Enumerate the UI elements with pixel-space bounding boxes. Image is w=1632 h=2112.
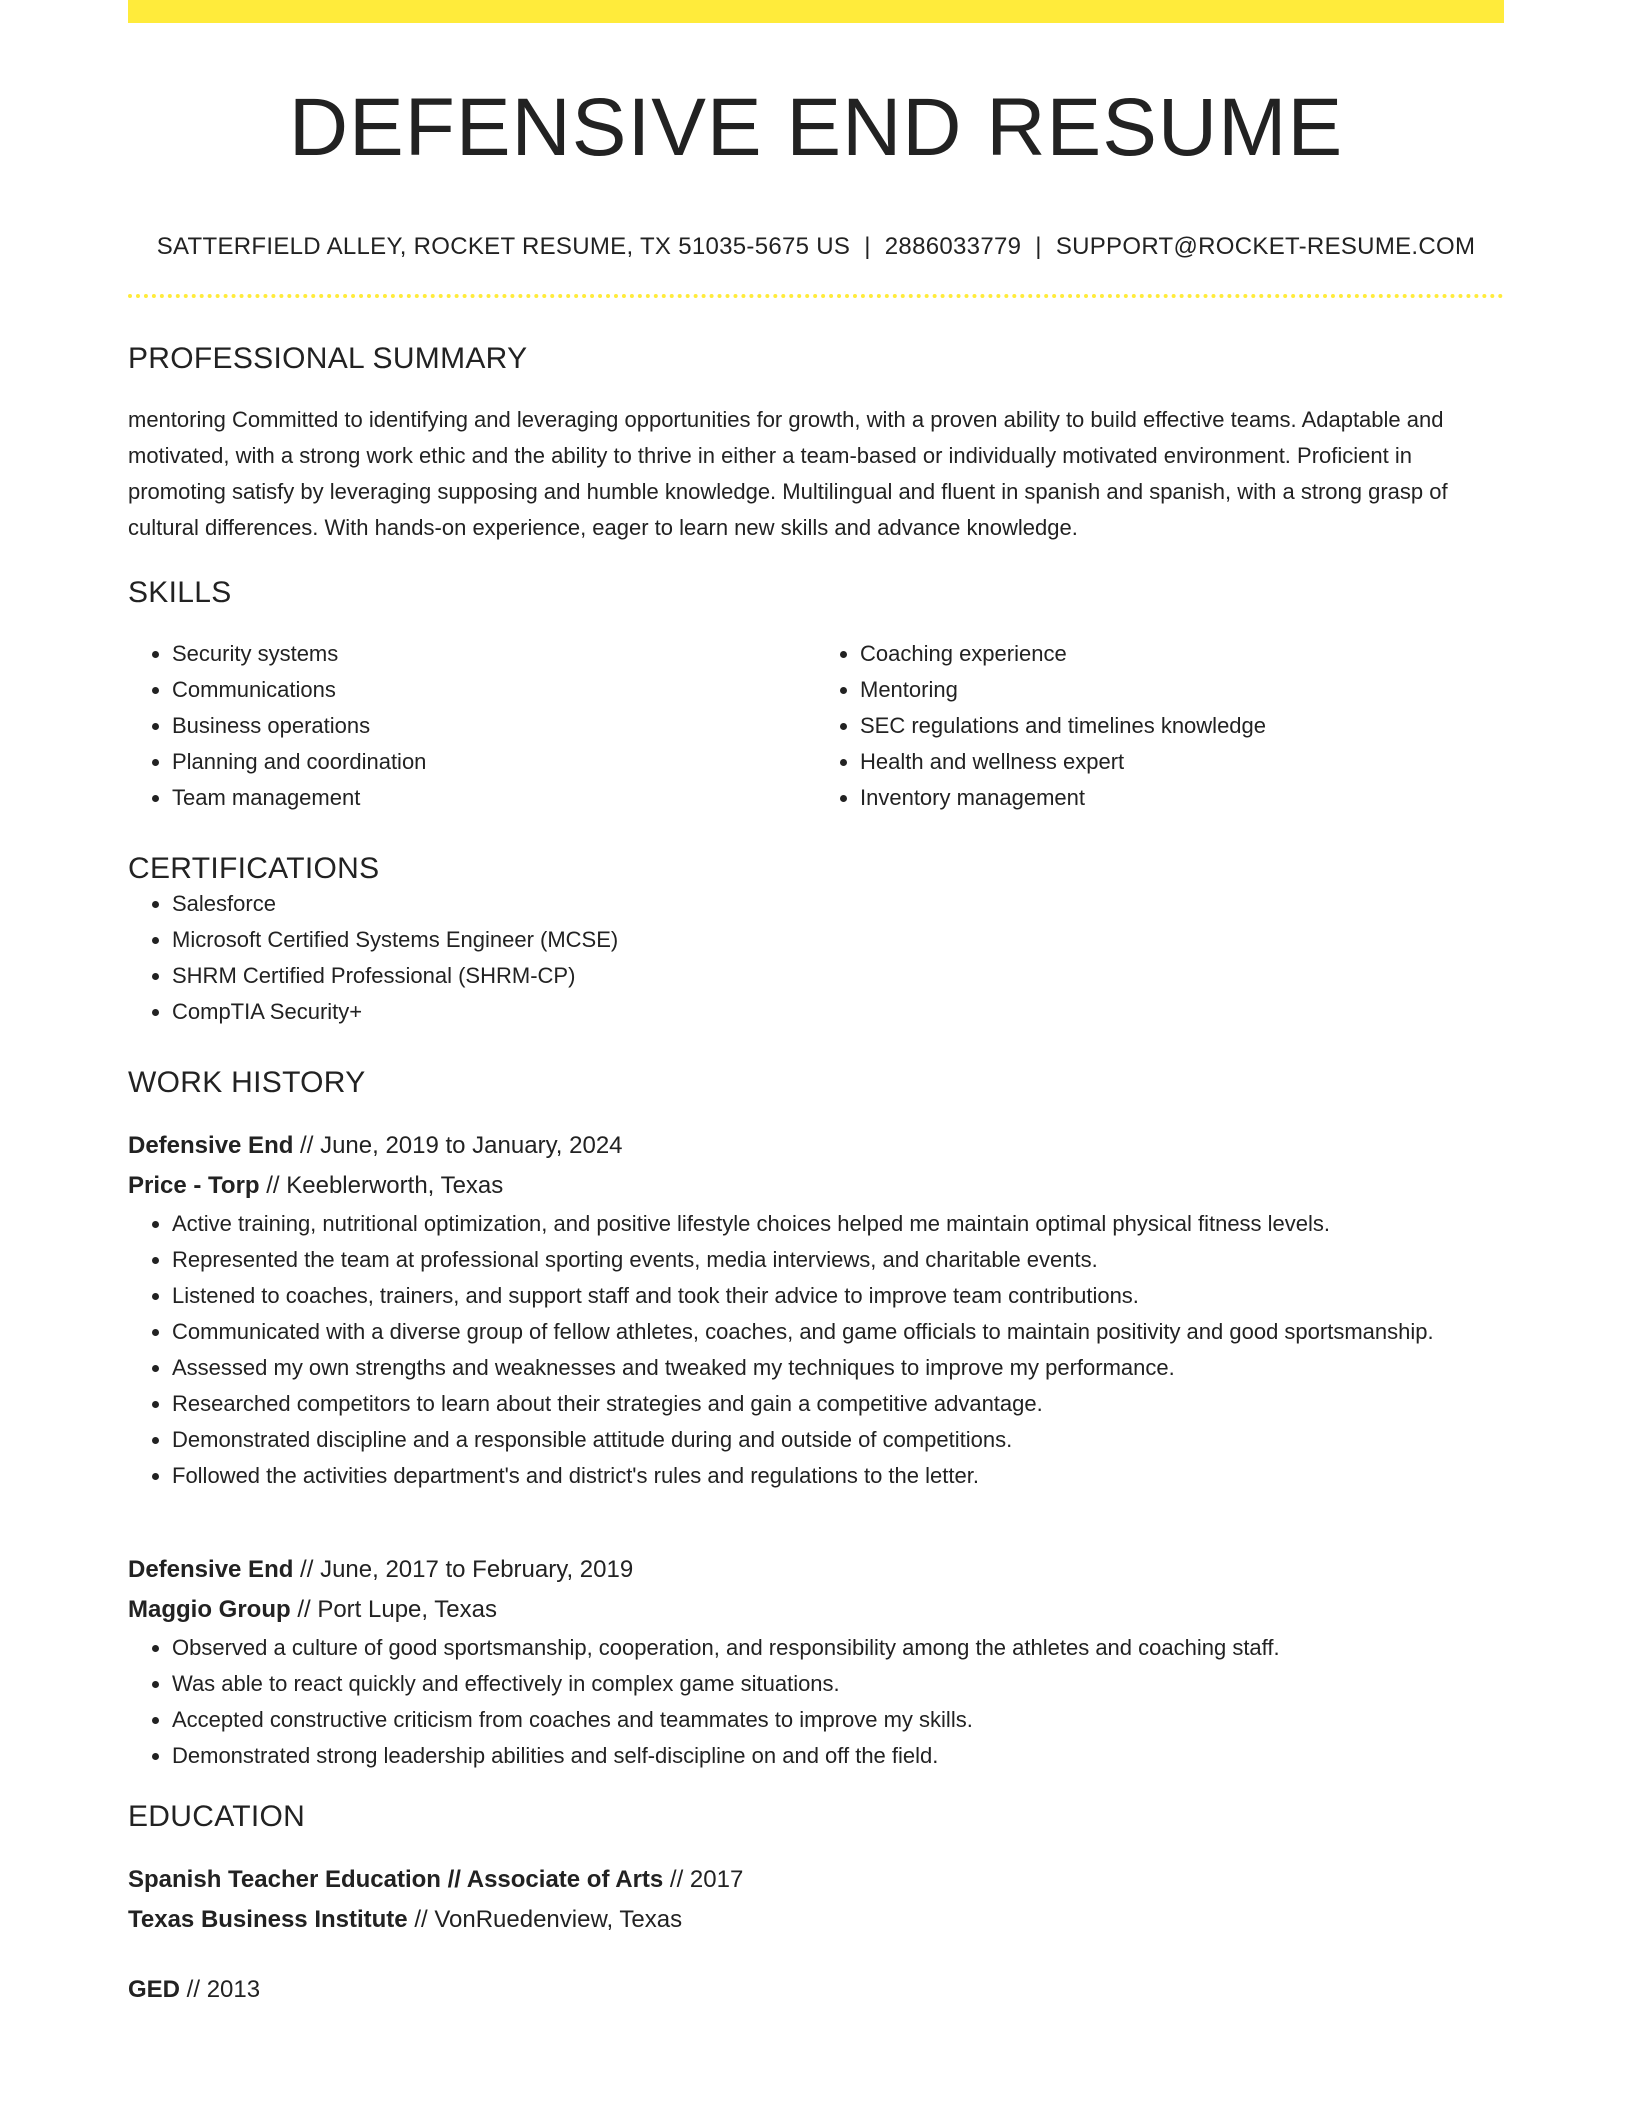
job-title-line bbox=[128, 1126, 1504, 1166]
skill-item: • Security systems bbox=[172, 636, 816, 672]
job-title-line bbox=[128, 1550, 1504, 1590]
skill-item: • Health and wellness expert bbox=[860, 744, 1504, 780]
contact-email: SUPPORT@ROCKET-RESUME.COM bbox=[1055, 233, 1476, 261]
job-dates: // June, 2017 to February, 2019 bbox=[293, 1556, 634, 1584]
education-year: // 2013 bbox=[180, 1976, 261, 2004]
job-duty-item: • Active training, nutritional optimization, and positive lifestyle choices helped me maintain optimal physical fitness levels. bbox=[172, 1206, 1504, 1242]
job-company: Price - Torp bbox=[128, 1172, 260, 1200]
job-location: // Port Lupe, Texas bbox=[290, 1596, 497, 1624]
work-history-heading: WORK HISTORY bbox=[128, 1066, 366, 1100]
education-school-line bbox=[128, 1900, 1504, 1940]
skill-item: • Communications bbox=[172, 672, 816, 708]
education-school: Texas Business Institute bbox=[128, 1906, 408, 1934]
certification-item: • SHRM Certified Professional (SHRM-CP) bbox=[172, 958, 1504, 994]
job-company-line bbox=[128, 1590, 1504, 1630]
education-degree-line bbox=[128, 1860, 1504, 1900]
skill-item: • Team management bbox=[172, 780, 816, 816]
job-duty-item: • Communicated with a diverse group of fellow athletes, coaches, and game officials to maintain positivity and good sportsmanship. bbox=[172, 1314, 1504, 1350]
education-degree: GED bbox=[128, 1976, 181, 2004]
resume-page bbox=[128, 0, 1504, 2010]
job-duty-item: • Researched competitors to learn about their strategies and gain a competitive advantage. bbox=[172, 1386, 1504, 1422]
job-duty-item: • Assessed my own strengths and weaknesses and tweaked my techniques to improve my performance. bbox=[172, 1350, 1504, 1386]
job-duty-item: • Followed the activities department's and district's rules and regulations to the letter. bbox=[172, 1458, 1504, 1494]
job-duty-item: • Accepted constructive criticism from coaches and teammates to improve my skills. bbox=[172, 1702, 1504, 1738]
job-duty-item: • Observed a culture of good sportsmanship, cooperation, and responsibility among the athletes and coaching staff. bbox=[172, 1630, 1504, 1666]
job-title: Defensive End bbox=[128, 1556, 294, 1584]
skill-item: • Inventory management bbox=[860, 780, 1504, 816]
contact-separator: | bbox=[864, 233, 871, 261]
dotted-divider bbox=[128, 294, 1504, 298]
resume-title: DEFENSIVE END RESUME bbox=[288, 82, 1344, 173]
certification-item: • CompTIA Security+ bbox=[172, 994, 1504, 1030]
job-dates: // June, 2019 to January, 2024 bbox=[293, 1132, 623, 1160]
certifications-heading: CERTIFICATIONS bbox=[128, 852, 380, 886]
summary-text: mentoring Committed to identifying and leveraging opportunities for growth, with a proven ability to build effective teams. Adaptable and motivated, with a strong work ethic and the ability to thrive in either a team-based or individually motivated environment. Proficient in promoting satisfy by leveraging supposing and humble knowledge. Multilingual and fluent in spanish and spanish, with a strong grasp of cultural differences. With hands-on experience, eager to learn new skills and advance knowledge. bbox=[128, 407, 1448, 541]
summary-heading: PROFESSIONAL SUMMARY bbox=[128, 342, 528, 376]
job-duty-item: • Listened to coaches, trainers, and support staff and took their advice to improve team contributions. bbox=[172, 1278, 1504, 1314]
job-company-line bbox=[128, 1166, 1504, 1206]
contact-separator: | bbox=[1035, 233, 1042, 261]
contact-phone: 2886033779 bbox=[884, 233, 1022, 261]
contact-address: SATTERFIELD ALLEY, ROCKET RESUME, TX 51035-5675 US bbox=[156, 233, 851, 261]
job-location: // Keeblerworth, Texas bbox=[259, 1172, 504, 1200]
skill-item: • Coaching experience bbox=[860, 636, 1504, 672]
job-duties-list bbox=[128, 1630, 1504, 1774]
skill-item: • Mentoring bbox=[860, 672, 1504, 708]
skills-list-right bbox=[816, 636, 1504, 816]
skills-heading: SKILLS bbox=[128, 576, 232, 610]
certification-item: • Microsoft Certified Systems Engineer (MCSE) bbox=[172, 922, 1504, 958]
education-degree-line bbox=[128, 1970, 1504, 2010]
job-duty-item: • Demonstrated discipline and a responsible attitude during and outside of competitions. bbox=[172, 1422, 1504, 1458]
education-degree: Spanish Teacher Education // Associate of Arts bbox=[128, 1866, 664, 1894]
education-heading: EDUCATION bbox=[128, 1800, 306, 1834]
skills-list-left bbox=[128, 636, 816, 816]
skills-grid bbox=[128, 636, 1504, 816]
certification-item: • Salesforce bbox=[172, 886, 1504, 922]
contact-line bbox=[128, 233, 1504, 261]
education-location: // VonRuedenview, Texas bbox=[407, 1906, 683, 1934]
education-year: // 2017 bbox=[663, 1866, 744, 1894]
job-duties-list bbox=[128, 1206, 1504, 1494]
job-duty-item: • Was able to react quickly and effectively in complex game situations. bbox=[172, 1666, 1504, 1702]
job-duty-item: • Demonstrated strong leadership abilities and self-discipline on and off the field. bbox=[172, 1738, 1504, 1774]
skill-item: • SEC regulations and timelines knowledge bbox=[860, 708, 1504, 744]
skill-item: • Business operations bbox=[172, 708, 816, 744]
job-duty-item: • Represented the team at professional sporting events, media interviews, and charitable events. bbox=[172, 1242, 1504, 1278]
skill-item: • Planning and coordination bbox=[172, 744, 816, 780]
certifications-list bbox=[128, 886, 1504, 1030]
job-company: Maggio Group bbox=[128, 1596, 291, 1624]
job-title: Defensive End bbox=[128, 1132, 294, 1160]
top-accent-bar bbox=[128, 0, 1504, 23]
